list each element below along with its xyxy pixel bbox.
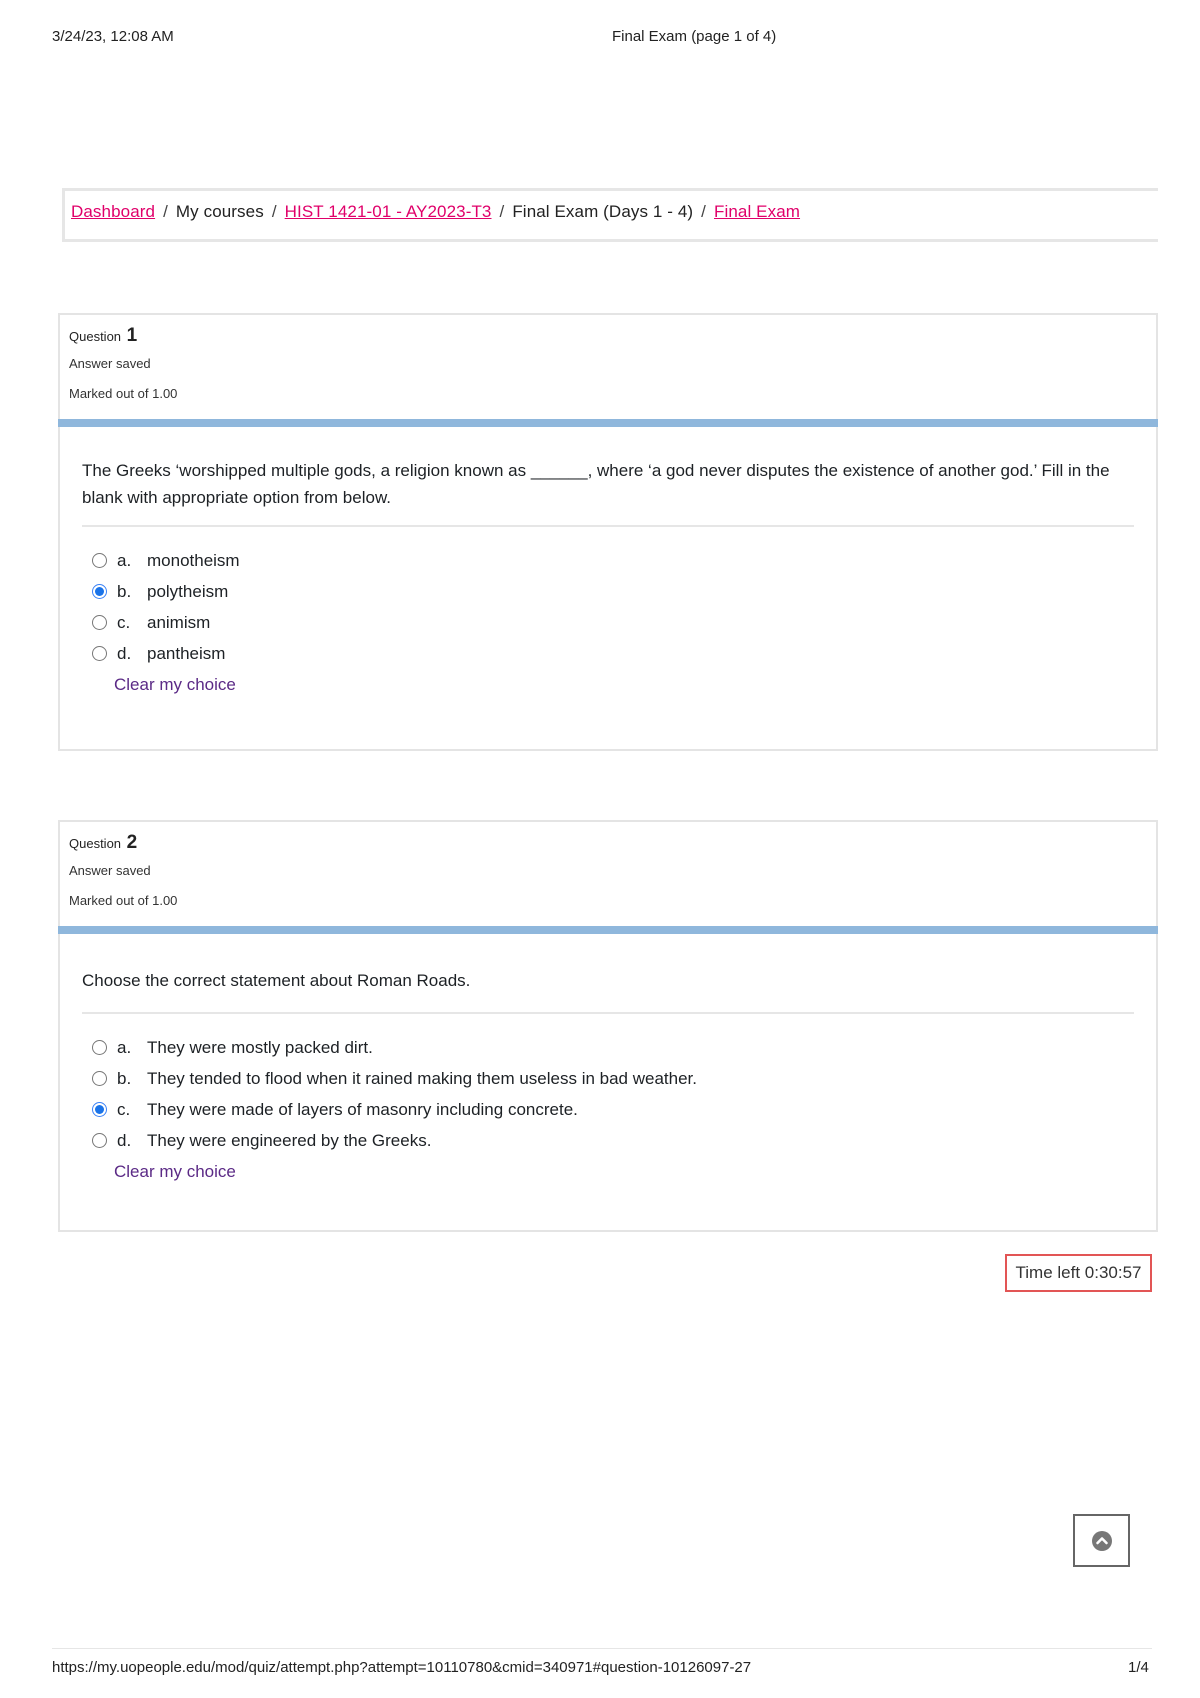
breadcrumb-my-courses: My courses [175,202,264,221]
radio-button[interactable] [92,615,107,630]
print-url: https://my.uopeople.edu/mod/quiz/attempt.php?attempt=10110780&cmid=340971#question-10126097-27 [52,1659,752,1676]
answer-letter: b. [117,1068,132,1088]
answer-text: They were mostly packed dirt. [147,1037,373,1057]
question-divider-bar [58,419,1158,427]
answer-list [82,1014,1134,1182]
question-divider-bar [58,926,1158,934]
answer-option-b[interactable] [82,1063,1134,1094]
answer-text: They were engineered by the Greeks. [147,1130,432,1150]
answer-letter: d. [117,643,132,663]
question-number [69,832,1156,855]
breadcrumb-container [62,188,1158,242]
answer-text: pantheism [147,643,226,663]
breadcrumb-separator: / [499,202,505,221]
answer-letter: c. [117,1099,131,1119]
answer-option-a[interactable] [82,1032,1134,1063]
answer-letter: c. [117,612,131,632]
print-title: Final Exam (page 1 of 4) [612,28,777,45]
quiz-timer: Time left 0:30:57 [1005,1254,1152,1292]
answer-text: monotheism [147,550,240,570]
radio-button[interactable] [92,553,107,568]
answer-option-d[interactable] [82,1125,1134,1156]
breadcrumb-separator: / [701,202,706,221]
clear-my-choice-link[interactable]: Clear my choice [114,675,236,694]
print-date: 3/24/23, 12:08 AM [52,28,174,45]
clear-my-choice-link[interactable]: Clear my choice [114,1162,236,1181]
answer-text: polytheism [147,581,229,601]
answer-letter: a. [117,1037,132,1057]
question-text: Choose the correct statement about Roman Roads. [82,934,1134,1014]
radio-button-selected[interactable] [92,1102,107,1117]
answer-option-a[interactable] [82,545,1134,576]
radio-button[interactable] [92,1040,107,1055]
question-state: Answer saved [69,863,151,878]
question-grade: Marked out of 1.00 [69,893,178,908]
radio-button[interactable] [92,1133,107,1148]
print-page-number: 1/4 [1128,1659,1149,1676]
radio-button-selected[interactable] [92,584,107,599]
breadcrumb-dashboard-link[interactable]: Dashboard [71,202,156,221]
question-number-value: 2 [126,832,138,853]
question-text: The Greeks ‘worshipped multiple gods, a religion known as ______, where ‘a god never disputes the existence of another god.’ Fill in the blank with appropriate option from below. [82,427,1134,527]
answer-option-b[interactable] [82,576,1134,607]
answer-text: They tended to flood when it rained making them useless in bad weather. [147,1068,698,1088]
question-info [60,315,1156,419]
breadcrumb-final-exam-link[interactable]: Final Exam [714,202,801,221]
question-1 [58,313,1158,751]
question-state: Answer saved [69,356,151,371]
answer-list [82,527,1134,695]
breadcrumb-course-link[interactable]: HIST 1421-01 - AY2023-T3 [284,202,492,221]
breadcrumb-separator: / [163,202,168,221]
answer-letter: b. [117,581,132,601]
question-2 [58,820,1158,1232]
breadcrumb [71,202,800,222]
radio-button[interactable] [92,1071,107,1086]
question-label: Question [69,836,122,851]
answer-text: They were made of layers of masonry including concrete. [147,1099,578,1119]
question-grade: Marked out of 1.00 [69,386,178,401]
answer-letter: d. [117,1130,132,1150]
breadcrumb-separator: / [271,202,277,221]
question-content [60,934,1156,1182]
answer-option-c[interactable] [82,607,1134,638]
print-header [0,28,1200,52]
answer-option-c[interactable] [82,1094,1134,1125]
chevron-up-circle-icon [1091,1530,1113,1552]
footer-divider [52,1648,1152,1649]
question-number [69,325,1156,348]
question-label: Question [69,329,122,344]
breadcrumb-section: Final Exam (Days 1 - 4) [512,202,694,221]
question-info [60,822,1156,926]
answer-letter: a. [117,550,132,570]
question-number-value: 1 [126,325,138,346]
back-to-top-button[interactable] [1073,1514,1130,1567]
radio-button[interactable] [92,646,107,661]
answer-option-d[interactable] [82,638,1134,669]
answer-text: animism [147,612,211,632]
question-content [60,427,1156,695]
